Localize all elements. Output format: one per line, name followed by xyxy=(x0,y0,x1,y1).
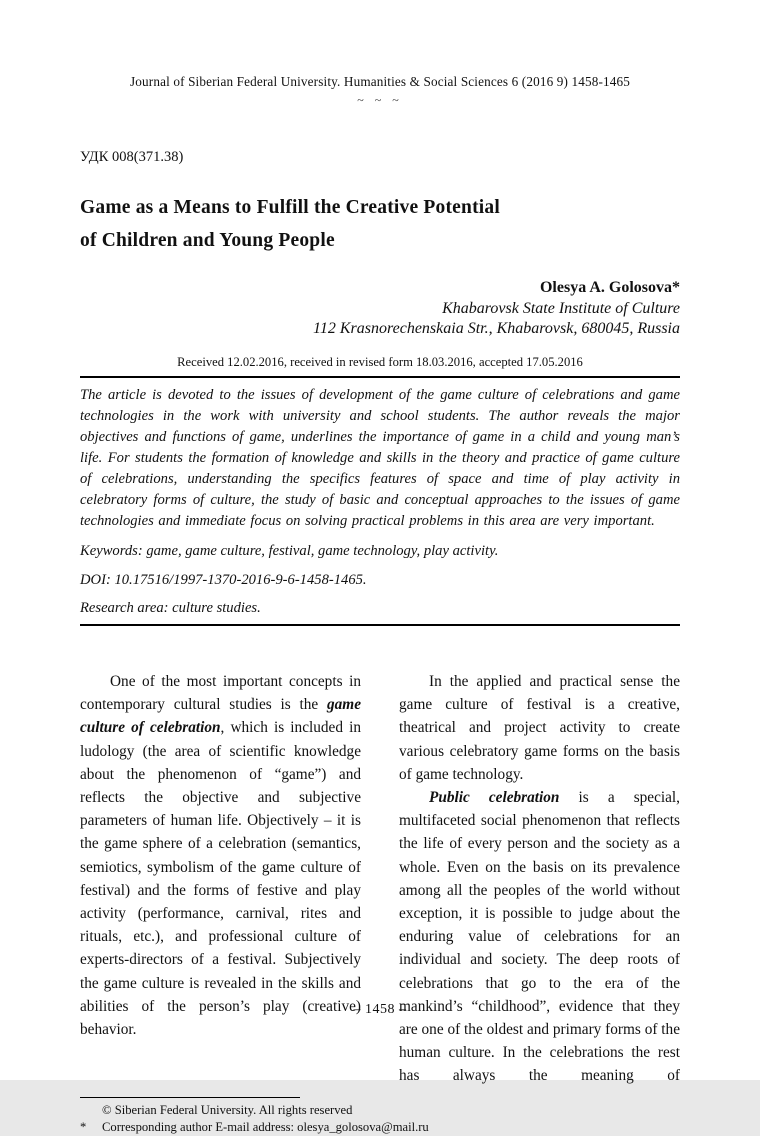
footnote-copyright-row xyxy=(80,1102,680,1119)
page-number: – 1458 – xyxy=(353,1002,407,1017)
body-columns xyxy=(80,670,680,1088)
right-column-paragraph-2 xyxy=(399,786,680,1088)
author-address: 112 Krasnorechenskaia Str., Khabarovsk, 680045, Russia xyxy=(313,320,680,337)
left-para-emphasis: game culture of celebration xyxy=(80,696,361,737)
footnote-correspondence-text: Corresponding author E-mail address: olesya_golosova@mail.ru xyxy=(102,1119,429,1134)
footnote-asterisk-marker: * xyxy=(80,1119,87,1134)
article-title xyxy=(80,191,680,257)
left-para-pre: One of the most important concepts in contemporary cultural studies is the xyxy=(80,673,361,714)
footnote-copyright-marker xyxy=(80,1102,102,1119)
left-column-paragraph xyxy=(80,670,361,1041)
right-para2-emphasis: Public celebration xyxy=(429,789,560,807)
research-area-line: Research area: culture studies. xyxy=(80,600,261,616)
footnote-copyright-text: © Siberian Federal University. All rights reserved xyxy=(102,1102,353,1117)
tilde-separator: ~ ~ ~ xyxy=(357,93,403,107)
article-title-line2: of Children and Young People xyxy=(80,230,335,251)
udk-code: УДК 008(371.38) xyxy=(80,149,184,165)
received-dates: Received 12.02.2016, received in revised form 18.03.2016, accepted 17.05.2016 xyxy=(177,354,583,369)
footnote-correspondence-row xyxy=(80,1119,680,1136)
left-para-post: , which is included in ludology (the area of scientific knowledge about the phenomenon of “game”) and reflects the objective and subjective parameters of human life. Objectively – it is the game sphere of a celebration (semantics, semiotics, symbolism of the game culture of festival) and the forms of festive and play activity (performance, carnival, rites and rituals, etc.), and professional culture of experts-directors of a festival. Subjectively the game culture is revealed in the skills and abilities of the person’s play (creative) behavior. xyxy=(80,719,361,1039)
left-column xyxy=(80,670,361,1088)
right-column xyxy=(399,670,680,1088)
author-affiliation: Khabarovsk State Institute of Culture xyxy=(442,299,680,317)
footnote-block xyxy=(80,1097,680,1136)
abstract-text: The article is devoted to the issues of development of the game culture of celebrations and game technologies in the work with university and school students. The author reveals the major objectives and functions of game, underlines the importance of game in a child and young man’s life. For students the formation of knowledge and skills in the theory and practice of game culture of celebrations, understanding the specifics features of space and time of play activity in celebratory forms of culture, the study of basic and conceptual approaches to the issues of game technologies and immediate focus on solving practical problems in this area are very important. xyxy=(80,386,680,529)
keywords-line: Keywords: game, game culture, festival, game technology, play activity. xyxy=(80,543,499,559)
divider-bottom xyxy=(80,624,680,626)
author-block xyxy=(80,278,680,340)
author-name: Olesya A. Golosova* xyxy=(539,279,680,296)
footnote-rule xyxy=(80,1097,300,1098)
article-title-line1: Game as a Means to Fulfill the Creative Potential xyxy=(80,197,500,218)
divider-top xyxy=(80,376,680,378)
doi-line: DOI: 10.17516/1997-1370-2016-9-6-1458-1465. xyxy=(80,571,367,588)
right-column-paragraph-1: In the applied and practical sense the game culture of festival is a creative, theatrical and project activity to create various celebratory game forms on the basis of game technology. xyxy=(399,673,680,783)
right-para2-post: is a special, multifaceted social phenomenon that reflects the life of every person and the society as a whole. Even on the basis on its prevalence among all the peoples of the world without exception, it is possible to judge about the enduring value of celebrations for an individual and society. The deep roots of celebrations that go to the era of the mankind’s “childhood”, evidence that they are one of the oldest and primary forms of the human culture. In the celebrations the rest has always the meaning of xyxy=(399,789,681,1085)
journal-header: Journal of Siberian Federal University. Humanities & Social Sciences 6 (2016 9) 1458-1465 xyxy=(130,74,630,89)
